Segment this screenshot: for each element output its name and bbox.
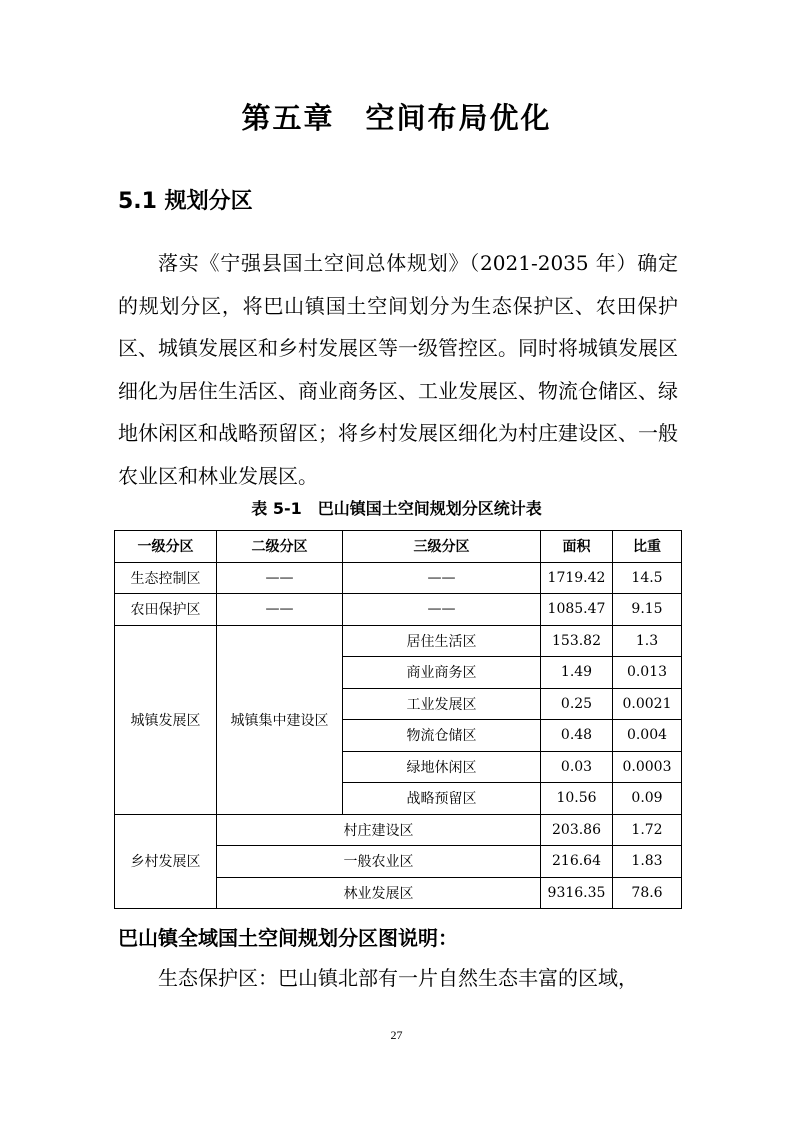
cell-level3: 居住生活区 [343, 625, 541, 657]
cell-level2: 城镇集中建设区 [217, 625, 343, 814]
cell-ratio: 1.83 [613, 846, 682, 878]
cell-area: 1719.42 [541, 562, 613, 594]
cell-level3: —— [343, 562, 541, 594]
cell-ratio: 0.004 [613, 720, 682, 752]
table-caption: 表 5-1 巴山镇国土空间规划分区统计表 [251, 499, 542, 518]
cell-area: 9316.35 [541, 877, 613, 909]
cell-level3: 工业发展区 [343, 688, 541, 720]
body-paragraph: 落实《宁强县国土空间总体规划》（2021-2035 年）确定的规划分区，将巴山镇国土空间划分为生态保护区、农田保护区、城镇发展区和乡村发展区等一级管控区。同时将城镇发展区细化为居住生活区、商业商务区、工业发展区、物流仓储区、绿地休闲区和战略预留区；将乡村发展区细化为村庄建设区、一般农业区和林业发展区。 [118, 251, 678, 488]
cell-ratio: 0.09 [613, 783, 682, 815]
cell-area: 0.48 [541, 720, 613, 752]
table-header-row [115, 531, 682, 563]
zoning-statistics-table [114, 530, 682, 909]
header-level2: 二级分区 [217, 531, 343, 563]
cell-level1: 农田保护区 [115, 594, 217, 626]
cell-level3: 商业商务区 [343, 657, 541, 689]
cell-ratio: 0.0021 [613, 688, 682, 720]
header-level1: 一级分区 [115, 531, 217, 563]
header-ratio: 比重 [613, 531, 682, 563]
cell-ratio: 1.72 [613, 814, 682, 846]
cell-level2: 一般农业区 [217, 846, 541, 878]
cell-level2: —— [217, 562, 343, 594]
cell-ratio: 78.6 [613, 877, 682, 909]
header-area: 面积 [541, 531, 613, 563]
cell-area: 216.64 [541, 846, 613, 878]
cell-area: 203.86 [541, 814, 613, 846]
table-row [115, 594, 682, 626]
cell-level1: 乡村发展区 [115, 814, 217, 909]
cell-level3: 物流仓储区 [343, 720, 541, 752]
page-number: 27 [390, 1028, 403, 1042]
cell-area: 0.03 [541, 751, 613, 783]
cell-level3: 绿地休闲区 [343, 751, 541, 783]
section-title: 5.1 规划分区 [118, 189, 253, 214]
cell-level2: 林业发展区 [217, 877, 541, 909]
cell-level1: 城镇发展区 [115, 625, 217, 814]
cell-level3: 战略预留区 [343, 783, 541, 815]
chapter-title: 第五章 空间布局优化 [241, 101, 552, 135]
cell-area: 153.82 [541, 625, 613, 657]
cell-area: 1085.47 [541, 594, 613, 626]
header-level3: 三级分区 [343, 531, 541, 563]
cell-ratio: 9.15 [613, 594, 682, 626]
cell-ratio: 0.013 [613, 657, 682, 689]
cell-level3: —— [343, 594, 541, 626]
cell-ratio: 0.0003 [613, 751, 682, 783]
cell-ratio: 1.3 [613, 625, 682, 657]
table-row [115, 814, 682, 846]
body-paragraph: 生态保护区：巴山镇北部有一片自然生态丰富的区域， [158, 966, 638, 990]
table-row [115, 562, 682, 594]
cell-level2: 村庄建设区 [217, 814, 541, 846]
cell-area: 1.49 [541, 657, 613, 689]
table-row [115, 625, 682, 657]
cell-area: 0.25 [541, 688, 613, 720]
map-description-heading: 巴山镇全域国土空间规划分区图说明： [118, 926, 458, 950]
cell-level1: 生态控制区 [115, 562, 217, 594]
cell-level2: —— [217, 594, 343, 626]
cell-ratio: 14.5 [613, 562, 682, 594]
cell-area: 10.56 [541, 783, 613, 815]
